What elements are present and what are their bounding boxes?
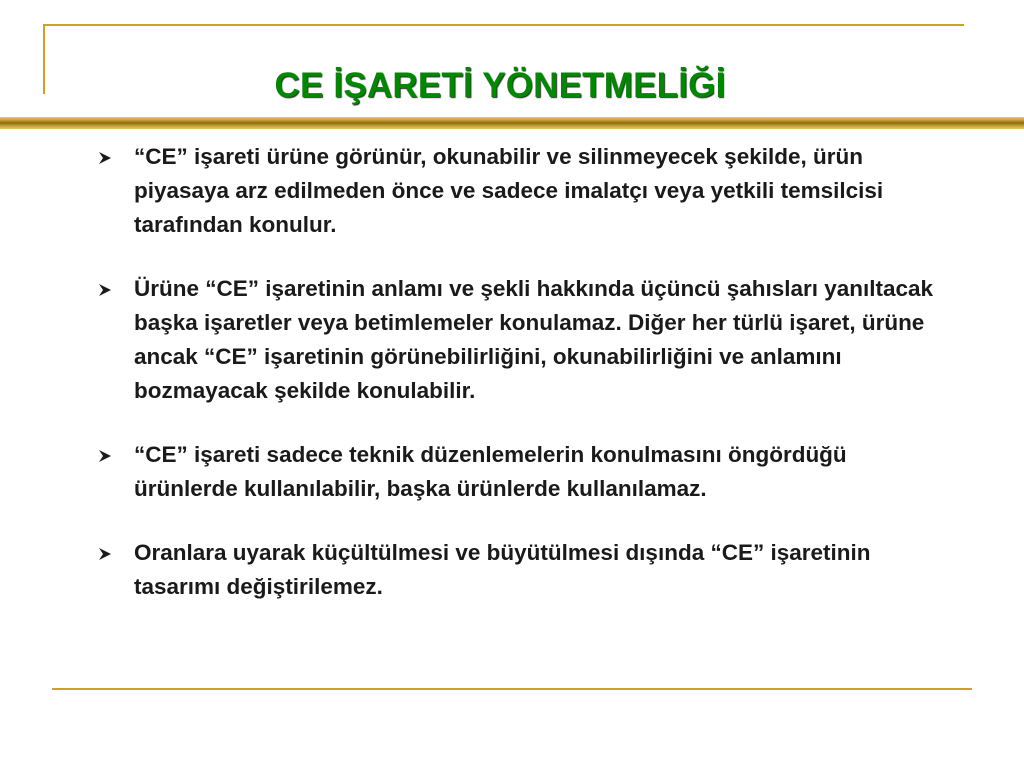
bullet-text: “CE” işareti sadece teknik düzenlemelerin konulmasını öngördüğü ürünlerde kullanılabilir, başka ürünlerde kullanılamaz. xyxy=(134,442,847,501)
bullet-item xyxy=(96,536,956,604)
bullet-item xyxy=(96,438,956,506)
bullet-item xyxy=(96,140,956,242)
bullet-text: Ürüne “CE” işaretinin anlamı ve şekli hakkında üçüncü şahısları yanıltacak başka işaretler veya betimlemeler konulamaz. Diğer her türlü işaret, ürüne ancak “CE” işaretinin görünebilirliğini, okunabilirliğini ve anlamını bozmayacak şekilde konulabilir. xyxy=(134,276,934,403)
bullet-text: “CE” işareti ürüne görünür, okunabilir ve silinmeyecek şekilde, ürün piyasaya arz edilmeden önce ve sadece imalatçı veya yetkili temsilcisi tarafından konulur. xyxy=(134,144,884,237)
arrowhead-bullet-icon xyxy=(98,547,112,561)
slide-title: CE İŞARETİ YÖNETMELİĞİ xyxy=(274,66,726,105)
top-frame-line xyxy=(43,24,964,26)
bullet-list xyxy=(96,140,956,634)
arrowhead-bullet-icon xyxy=(98,449,112,463)
arrowhead-bullet-icon xyxy=(98,151,112,165)
bullet-text: Oranlara uyarak küçültülmesi ve büyütülmesi dışında “CE” işaretinin tasarımı değiştirilemez. xyxy=(134,540,871,599)
title-divider-bar xyxy=(0,117,1024,129)
arrowhead-bullet-icon xyxy=(98,283,112,297)
bullet-item xyxy=(96,272,956,408)
bottom-frame-line xyxy=(52,688,972,690)
